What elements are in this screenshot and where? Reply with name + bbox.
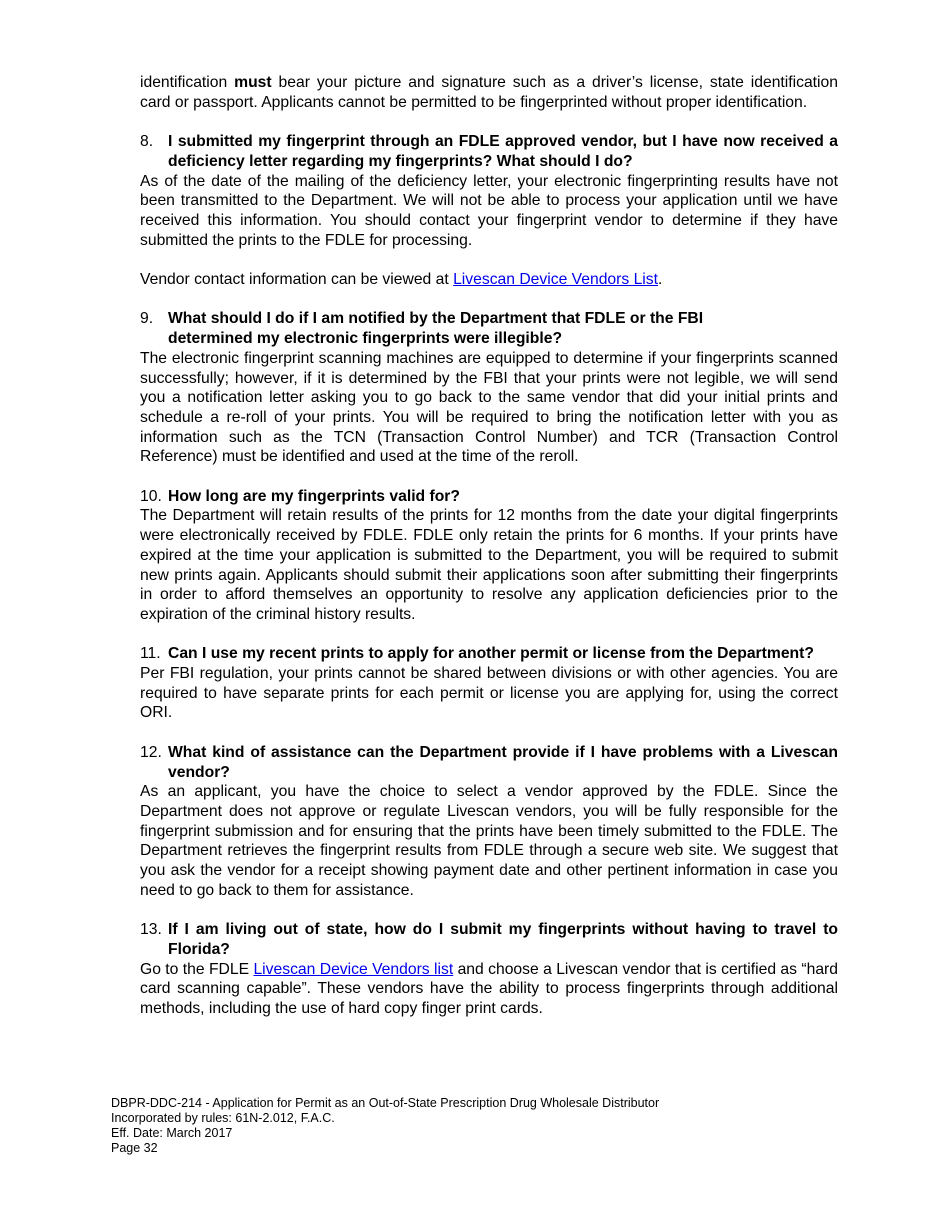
footer-form-title: DBPR-DDC-214 - Application for Permit as an Out-of-State Prescription Drug Wholesale Distributor [111, 1096, 660, 1110]
question-12-number: 12. [140, 743, 162, 761]
question-13 [140, 920, 838, 959]
question-8-text: I submitted my fingerprint through an FDLE approved vendor, but I have now received a deficiency letter regarding my fingerprints? What should I do? [168, 133, 838, 170]
spacer [140, 290, 838, 310]
question-9-text: What should I do if I am notified by the Department that FDLE or the FBI determined my electronic fingerprints were illegible? [168, 310, 704, 348]
question-10 [140, 487, 838, 507]
question-9-number: 9. [140, 310, 154, 328]
intro-bold-must: must [234, 74, 272, 91]
livescan-vendors-list-link[interactable]: Livescan Device Vendors List [453, 271, 658, 288]
footer-eff-date: Eff. Date: March 2017 [111, 1126, 233, 1140]
question-12-text: What kind of assistance can the Department provide if I have problems with a Livescan vendor? [168, 743, 838, 781]
answer-9: The electronic fingerprint scanning machines are equipped to determine if your fingerprints scanned successfully; however, if it is determined by the FBI that your prints were not legible, we will send you a notification letter asking you to go back to the same vendor that did your initial prints and schedule a re-roll of your prints. You will be required to bring the notification letter with you as information such as the TCN (Transaction Control Number) and TCR (Transaction Control Reference) must be identified and used at the time of the reroll. [140, 349, 838, 466]
intro-paragraph [140, 73, 838, 112]
question-10-number: 10. [140, 487, 162, 505]
vendor-contact-suffix: . [658, 271, 663, 288]
spacer [140, 625, 838, 645]
question-11-number: 11. [140, 645, 161, 663]
livescan-vendors-list-link-2[interactable]: Livescan Device Vendors list [253, 960, 454, 978]
spacer [140, 467, 838, 487]
footer-page-number: Page 32 [111, 1141, 158, 1155]
question-13-number: 13. [140, 921, 162, 939]
answer-13 [140, 960, 838, 1019]
answer-8: As of the date of the mailing of the deficiency letter, your electronic fingerprinting results have not been transmitted to the Department. We will not be able to process your application until we have received this information. You should contact your fingerprint vendor to determine if they have submitted the prints to the FDLE for processing. [140, 172, 838, 249]
spacer [140, 250, 838, 270]
spacer [140, 112, 838, 132]
answer-11: Per FBI regulation, your prints cannot be shared between divisions or with other agencies. You are required to have separate prints for each permit or license you are applying for, using the correct ORI. [140, 665, 838, 722]
answer-13-suffix: and choose a Livescan vendor that is certified as “hard card scanning capable”. These vendors have the ability to process fingerprints through additional methods, including the use of hard copy finger print cards. [140, 960, 838, 1017]
question-8 [140, 132, 838, 171]
question-11 [140, 644, 838, 664]
answer-13-prefix: Go to the FDLE [140, 960, 254, 978]
vendor-contact-prefix: Vendor contact information can be viewed at [140, 271, 454, 288]
question-13-text: If I am living out of state, how do I submit my fingerprints without having to travel to Florida? [168, 921, 838, 958]
question-10-text: How long are my fingerprints valid for? [168, 487, 460, 505]
question-8-number: 8. [140, 133, 154, 151]
question-12 [140, 743, 838, 782]
question-9 [140, 309, 838, 348]
page-footer [111, 1096, 659, 1156]
intro-text-b: bear your picture and signature such as a driver’s license, state identification card or passport. Applicants cannot be permitted to be fingerprinted without proper identification. [140, 74, 838, 111]
question-11-text: Can I use my recent prints to apply for another permit or license from the Department? [168, 645, 814, 663]
answer-10: The Department will retain results of the prints for 12 months from the date your digital fingerprints were electronically received by FDLE. FDLE only retain the prints for 6 months. If your prints have expired at the time your application is submitted to the Department, you will be required to submit new prints again. Applicants should submit their applications soon after submitting their fingerprints in order to afford themselves an opportunity to resolve any application deficiencies prior to the expiration of the criminal history results. [140, 507, 838, 623]
spacer [140, 723, 838, 743]
document-body [140, 73, 838, 1019]
answer-12: As an applicant, you have the choice to select a vendor approved by the FDLE. Since the Department does not approve or regulate Livescan vendors, you will be fully responsible for the fingerprint submission and for ensuring that the prints have been timely submitted to the FDLE. The Department retrieves the fingerprint results from FDLE through a secure web site. We suggest that you ask the vendor for a receipt showing payment date and other pertinent information in case you need to go back to them for assistance. [140, 783, 838, 899]
footer-rules: Incorporated by rules: 61N-2.012, F.A.C. [111, 1111, 335, 1125]
vendor-contact-line [140, 270, 838, 290]
spacer [140, 900, 838, 920]
intro-text-a: identification [140, 74, 235, 91]
